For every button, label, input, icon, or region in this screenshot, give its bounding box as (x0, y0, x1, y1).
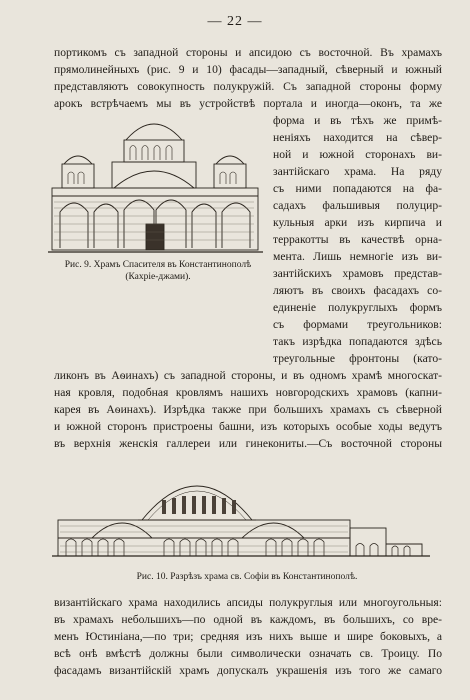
text-line: въ верхнія женскія галлереи или гинекониты.—Съ восточной стороны (54, 437, 442, 450)
column-text-line: треугольные фронтоны (като- (273, 352, 442, 365)
text-line: ликонъ въ Аѳинахъ) съ западной стороны, и въ одномъ храмѣ многоскат- (54, 369, 442, 382)
column-text-line: ляютъ въ своихъ фасадахъ со- (273, 284, 442, 297)
text-line: карея въ Аѳинахъ). Изрѣдка также при большихъ храмахъ съ сѣверной (54, 403, 442, 416)
column-text-line: кульныя арки изъ кирпича и (273, 216, 442, 229)
column-text-line: форма и въ тѣхъ же примѣ- (273, 114, 442, 127)
column-text-line: мента. Лишь немногіе изъ ви- (273, 250, 442, 263)
column-text-line: такъ изрѣдка попадаются здѣсь (273, 335, 442, 348)
text-line: менъ Юстиніана,—по три; средняя изъ нихъ выше и шире боковыхъ, а (54, 630, 442, 643)
text-line: византійскаго храма находились апсиды полукруглыя или многоугольныя: (54, 596, 442, 609)
column-text-line: съ ними попадаются на фа- (273, 182, 442, 195)
figure-9-church-elevation (48, 112, 263, 256)
text-line: арокъ встрѣчаемъ мы въ устройствѣ портала и иногда—оконъ, та же (54, 97, 442, 110)
column-text-line: неніяхъ находится на сѣвер- (273, 131, 442, 144)
text-line: всѣ онѣ вмѣстѣ должны были символически означать св. Троицу. По (54, 647, 442, 660)
page-number: — 22 — (207, 14, 263, 29)
figure-9-caption-line-2: (Кахріе-джами). (125, 272, 191, 282)
figure-10-hagia-sophia-section (52, 458, 432, 560)
text-line: и южной сторонъ пристроены башни, изъ которыхъ особые ходы ведутъ (54, 420, 442, 433)
column-text-line: садахъ фальшивыя полуцир- (273, 199, 442, 212)
column-text-line: терракотты въ качествѣ орна- (273, 233, 442, 246)
text-line: ная кровля, подобная кровлямъ нашихъ новгородскихъ храмовъ (капни- (54, 386, 442, 399)
figure-10-caption: Рис. 10. Разрѣзъ храма св. Софіи въ Константинополѣ. (136, 572, 358, 582)
column-text-line: зантійскихъ храмовъ представ- (273, 267, 442, 280)
text-line: въ храмахъ небольшихъ—по одной въ каждомъ, въ большихъ, со вре- (54, 613, 442, 626)
text-line: портикомъ съ западной стороны и апсидою съ восточной. Въ храмахъ (54, 46, 442, 59)
column-text-line: зантійскаго храма. На ряду (273, 165, 442, 178)
column-text-line: единеніе полукруглыхъ формъ (273, 301, 442, 314)
column-text-line: съ формами треугольников: (273, 318, 442, 331)
text-line: представляютъ совокупность полукружій. Съ западной стороны форму (54, 80, 442, 93)
column-text-line: ной и южной сторонахъ ви- (273, 148, 442, 161)
text-line: прямолинейныхъ (рис. 9 и 10) фасады—западный, сѣверный и южный (54, 63, 442, 76)
figure-9-caption-line-1: Рис. 9. Храмъ Спасителя въ Константинополѣ (64, 260, 252, 270)
text-line: фасадамъ византійскій храмъ допускалъ украшенія изъ того же самаго (54, 664, 442, 677)
